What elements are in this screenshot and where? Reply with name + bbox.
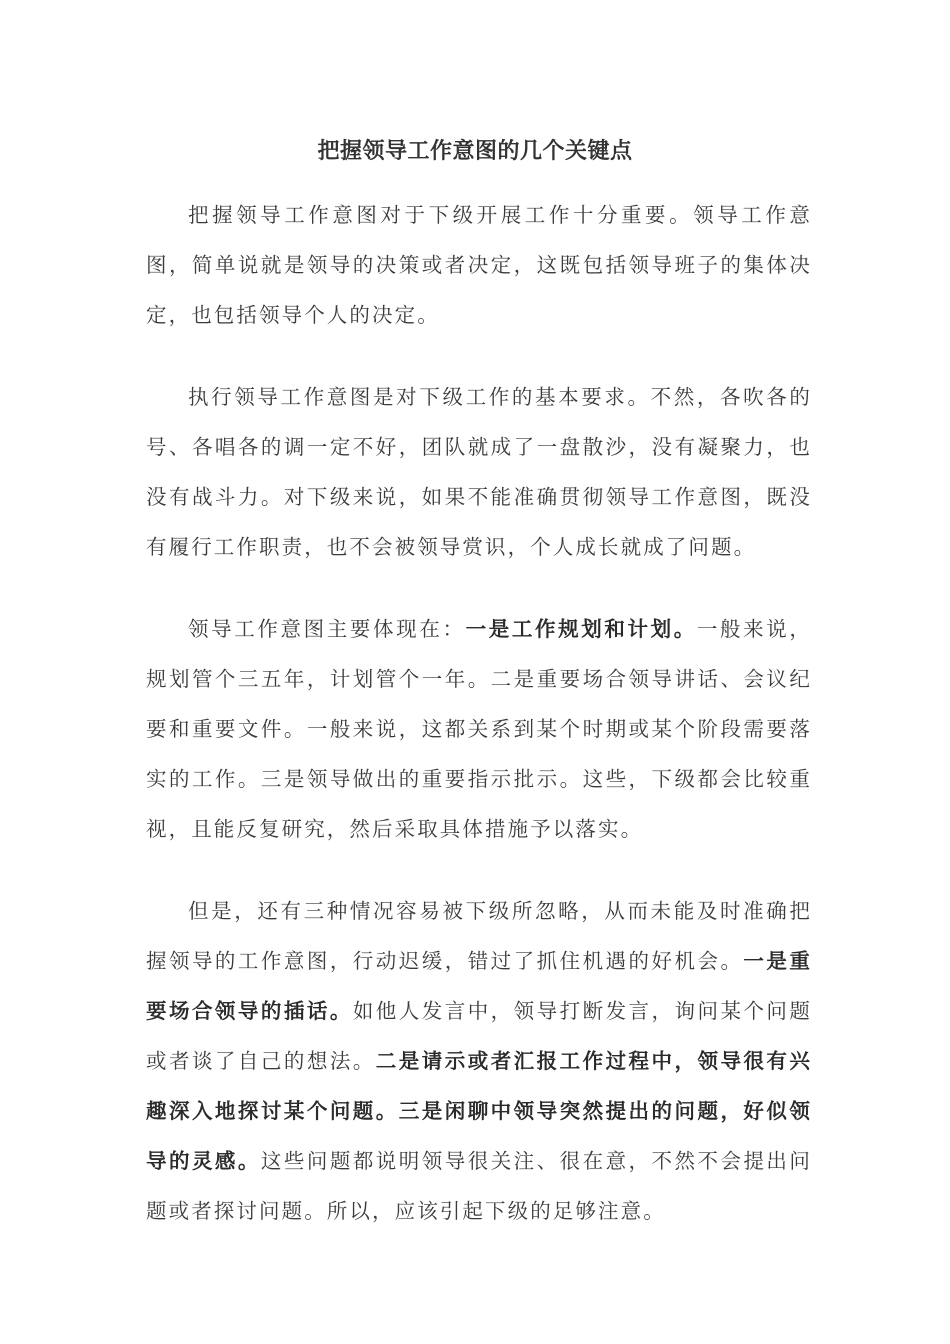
paragraph-text: 领导工作意图主要体现在：	[188, 617, 466, 641]
paragraph-text: 如他人发言中，领导打断发言，询问某个问题或者谈了自己的想法。	[146, 999, 812, 1073]
paragraph	[146, 604, 812, 854]
emphasis-text: 一是工作规划和计划。	[465, 617, 697, 641]
paragraph	[146, 190, 812, 340]
emphasis-text: 二是请示或者汇报工作过程中，领导很有兴趣深入地探讨某个问题。三是闲聊中领导突然提出的问题，好似领导的灵感。	[146, 1049, 813, 1173]
paragraph-text: 但是，还有三种情况容易被下级所忽略，从而未能及时准确把握领导的工作意图，行动迟缓，错过了抓住机遇的好机会。	[146, 899, 812, 973]
paragraph-text: 一般来说，规划管个三五年，计划管个一年。二是重要场合领导讲话、会议纪要和重要文件。一般来说，这都关系到某个时期或某个阶段需要落实的工作。三是领导做出的重要指示批示。这些，下级都会比较重视，且能反复研究，然后采取具体措施予以落实。	[146, 617, 813, 841]
paragraph	[146, 372, 812, 572]
emphasis-text: 一是重要场合领导的插话。	[146, 949, 812, 1023]
paragraph-text: 把握领导工作意图对于下级开展工作十分重要。领导工作意图，简单说就是领导的决策或者决定，这既包括领导班子的集体决定，也包括领导个人的决定。	[146, 203, 812, 327]
paragraph-text: 这些问题都说明领导很关注、很在意，不然不会提出问题或者探讨问题。所以，应该引起下级的足够注意。	[146, 1149, 813, 1223]
paragraph-text: 执行领导工作意图是对下级工作的基本要求。不然，各吹各的号、各唱各的调一定不好，团队就成了一盘散沙，没有凝聚力，也没有战斗力。对下级来说，如果不能准确贯彻领导工作意图，既没有履行工作职责，也不会被领导赏识，个人成长就成了问题。	[146, 385, 812, 559]
page-title: 把握领导工作意图的几个关键点	[317, 138, 633, 164]
paragraph	[146, 886, 812, 1236]
document-body	[146, 190, 812, 1268]
